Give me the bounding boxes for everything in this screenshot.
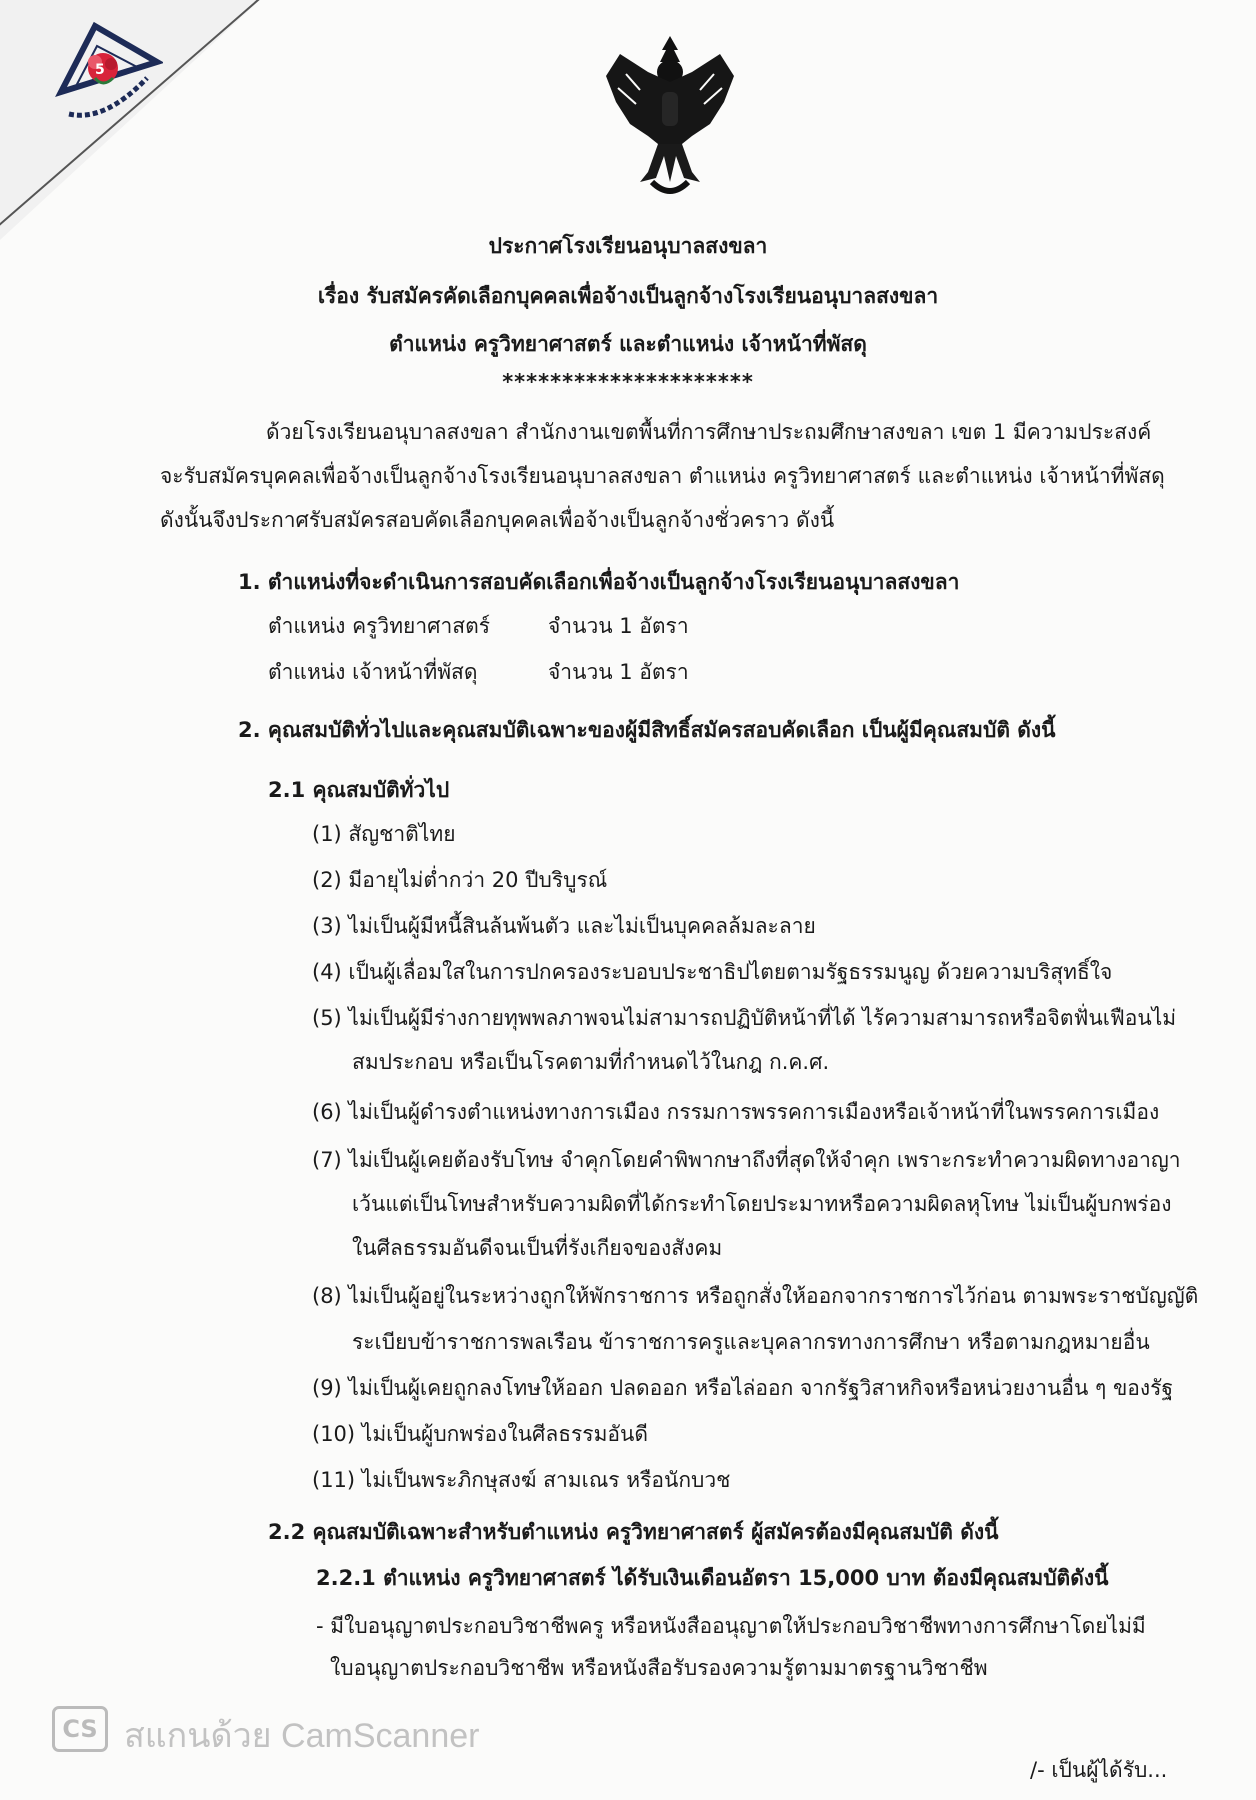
camscanner-watermark: สแกนด้วย CamScanner [124,1717,480,1755]
intro-line: ด้วยโรงเรียนอนุบาลสงขลา สำนักงานเขตพื้นที่การศึกษาประถมศึกษาสงขลา เขต 1 มีความประสงค์ [266,420,1152,444]
header-separator: ********************* [502,370,754,394]
intro-line: ดังนั้นจึงประกาศรับสมัครสอบคัดเลือกบุคคลเพื่อจ้างเป็นลูกจ้างชั่วคราว ดังนี้ [160,508,835,532]
section-2-2-heading: 2.2 คุณสมบัติเฉพาะสำหรับตำแหน่ง ครูวิทยาศาสตร์ ผู้สมัครต้องมีคุณสมบัติ ดังนี้ [268,1520,999,1544]
garuda-emblem [600,32,740,202]
qualification-item: (5) ไม่เป็นผู้มีร่างกายทุพพลภาพจนไม่สามารถปฏิบัติหน้าที่ได้ ไร้ความสามารถหรือจิตฟั่นเฟือนไม่ [312,1006,1177,1030]
qualification-item-cont: ในศีลธรรมอันดีจนเป็นที่รังเกียจของสังคม [352,1236,723,1260]
section-2-heading: 2. คุณสมบัติทั่วไปและคุณสมบัติเฉพาะของผู้มีสิทธิ์สมัครสอบคัดเลือก เป็นผู้มีคุณสมบัติ ดังนี้ [238,718,1056,742]
qualification-item: (11) ไม่เป็นพระภิกษุสงฆ์ สามเณร หรือนักบวช [312,1468,731,1492]
qualification-item: (3) ไม่เป็นผู้มีหนี้สินล้นพ้นตัว และไม่เป็นบุคคลล้มละลาย [312,914,816,938]
qualification-item: (8) ไม่เป็นผู้อยู่ในระหว่างถูกให้พักราชการ หรือถูกสั่งให้ออกจากราชการไว้ก่อน ตามพระราชบัญญัติ [312,1284,1199,1308]
qualification-item: (4) เป็นผู้เลื่อมใสในการปกครองระบอบประชาธิปไตยตามรัฐธรรมนูญ ด้วยความบริสุทธิ์ใจ [312,960,1113,984]
requirement-line: - มีใบอนุญาตประกอบวิชาชีพครู หรือหนังสืออนุญาตให้ประกอบวิชาชีพทางการศึกษาโดยไม่มี [316,1614,1146,1638]
position-name: ตำแหน่ง เจ้าหน้าที่พัสดุ [268,660,478,684]
announcement-positions: ตำแหน่ง ครูวิทยาศาสตร์ และตำแหน่ง เจ้าหน้าที่พัสดุ [389,332,867,356]
section-2-1-heading: 2.1 คุณสมบัติทั่วไป [268,778,450,802]
camscanner-logo: CS [52,1706,108,1752]
qualification-item: (9) ไม่เป็นผู้เคยถูกลงโทษให้ออก ปลดออก หรือไล่ออก จากรัฐวิสาหกิจหรือหน่วยงานอื่น ๆ ของรัฐ [312,1376,1174,1400]
continuation-note: /- เป็นผู้ได้รับ... [1030,1758,1168,1782]
qualification-item: (6) ไม่เป็นผู้ดำรงตำแหน่งทางการเมือง กรรมการพรรคการเมืองหรือเจ้าหน้าที่ในพรรคการเมือง [312,1100,1160,1124]
qualification-item: (7) ไม่เป็นผู้เคยต้องรับโทษ จำคุกโดยคำพิพากษาถึงที่สุดให้จำคุก เพราะกระทำความผิดทางอาญา [312,1148,1181,1172]
qualification-item: (10) ไม่เป็นผู้บกพร่องในศีลธรรมอันดี [312,1422,649,1446]
qualification-item-cont: สมประกอบ หรือเป็นโรคตามที่กำหนดไว้ในกฎ ก.ค.ศ. [352,1050,830,1074]
position-count: จำนวน 1 อัตรา [548,660,689,684]
qualification-item-cont: ระเบียบข้าราชการพลเรือน ข้าราชการครูและบุคลากรทางการศึกษา หรือตามกฎหมายอื่น [352,1330,1150,1354]
requirement-line: ใบอนุญาตประกอบวิชาชีพ หรือหนังสือรับรองความรู้ตามมาตรฐานวิชาชีพ [330,1656,988,1680]
qualification-item: (1) สัญชาติไทย [312,822,456,846]
qualification-item: (2) มีอายุไม่ต่ำกว่า 20 ปีบริบูรณ์ [312,868,608,892]
announcement-title: ประกาศโรงเรียนอนุบาลสงขลา [488,234,768,258]
svg-text:5: 5 [95,62,105,78]
announcement-subject: เรื่อง รับสมัครคัดเลือกบุคคลเพื่อจ้างเป็นลูกจ้างโรงเรียนอนุบาลสงขลา [317,284,939,308]
position-count: จำนวน 1 อัตรา [548,614,689,638]
section-2-2-1-heading: 2.2.1 ตำแหน่ง ครูวิทยาศาสตร์ ได้รับเงินเดือนอัตรา 15,000 บาท ต้องมีคุณสมบัติดังนี้ [316,1566,1109,1590]
section-1-heading: 1. ตำแหน่งที่จะดำเนินการสอบคัดเลือกเพื่อจ้างเป็นลูกจ้างโรงเรียนอนุบาลสงขลา [238,570,960,594]
intro-line: จะรับสมัครบุคคลเพื่อจ้างเป็นลูกจ้างโรงเรียนอนุบาลสงขลา ตำแหน่ง ครูวิทยาศาสตร์ และตำแหน่ง เจ้าหน้าที่พัสดุ [160,464,1165,488]
qualification-item-cont: เว้นแต่เป็นโทษสำหรับความผิดที่ได้กระทำโดยประมาทหรือความผิดลหุโทษ ไม่เป็นผู้บกพร่อง [352,1192,1172,1216]
position-name: ตำแหน่ง ครูวิทยาศาสตร์ [268,614,491,638]
school-logo [55,18,163,126]
